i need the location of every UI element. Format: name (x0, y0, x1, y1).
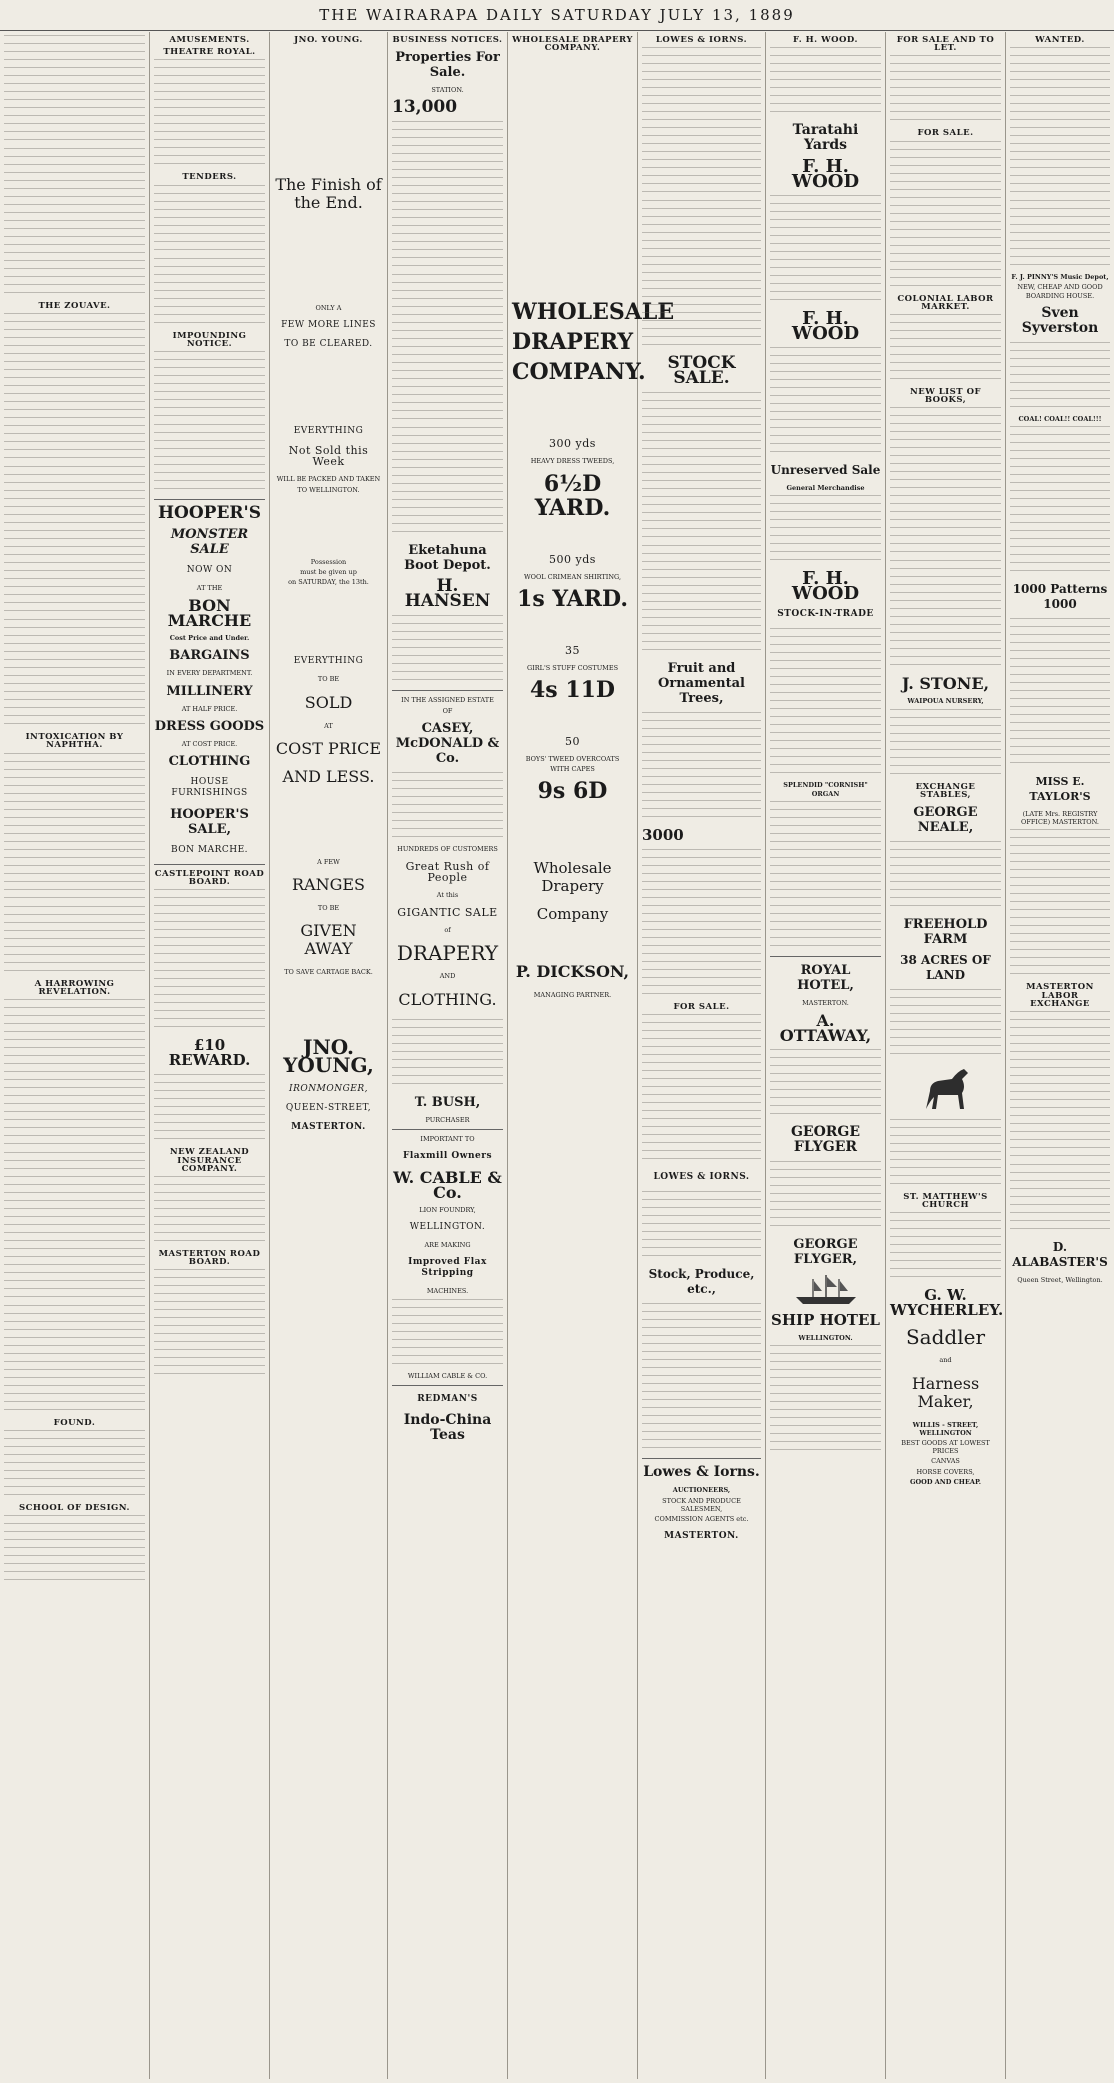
ad-line: Lowes & Iorns. (643, 1464, 760, 1481)
ad-line: 4s 11D (529, 677, 616, 704)
ad-line: 3000 (642, 826, 684, 845)
ad-line: J. STONE, (901, 674, 990, 694)
ad-heading: FOR SALE. (917, 128, 974, 139)
ad-line: G. W. WYCHERLEY. (890, 1286, 1004, 1320)
ad-line: Possession (310, 557, 347, 566)
text-block (642, 392, 761, 542)
ad-line: IN EVERY DEPARTMENT. (166, 669, 253, 678)
ad-line: TO WELLINGTON. (297, 485, 360, 494)
column-8 (886, 32, 1006, 2079)
hooper-title: HOOPER'S (157, 503, 262, 524)
ad-line: QUEEN-STREET, (285, 1103, 372, 1114)
ad-heading: FOR SALE. (673, 1002, 730, 1013)
text-block (642, 849, 761, 999)
ad-line: PURCHASER (425, 1115, 470, 1124)
text-block (154, 185, 265, 255)
ad-line: SOLD (304, 692, 353, 712)
text-block (770, 195, 881, 305)
ad-line: MISS E. TAYLOR'S (1029, 775, 1091, 804)
ad-line: WITH CAPES (550, 765, 595, 774)
ad-line: CLOTHING. (398, 989, 497, 1009)
text-block (642, 1191, 761, 1261)
ad-line: SHIP HOTEL (771, 1311, 880, 1330)
ad-line: TO BE (317, 904, 340, 913)
text-block (642, 712, 761, 822)
section-heading: F. H. WOOD. (793, 35, 858, 45)
text-block (770, 495, 881, 565)
ad-line: DRAPERY (512, 329, 634, 356)
ad-line: AND LESS. (282, 766, 375, 786)
ad-line: WELLINGTON. (409, 1222, 486, 1233)
text-block (642, 200, 761, 350)
text-block (1010, 200, 1110, 270)
ad-line: and (939, 1356, 952, 1365)
ad-line: MASTERTON. (291, 1122, 366, 1133)
text-block (392, 772, 503, 842)
text-block (154, 962, 265, 1032)
ad-heading: NEW ZEALAND INSURANCE COMPANY. (169, 1147, 250, 1174)
text-block (392, 427, 503, 537)
text-block (154, 1176, 265, 1246)
ad-line: GOOD AND CHEAP. (909, 1477, 982, 1486)
ad-heading: MASTERTON ROAD BOARD. (158, 1249, 261, 1268)
text-block (642, 1303, 761, 1453)
ad-line: WOOL CRIMEAN SHIRTING, (523, 572, 622, 581)
ad-line: LOWES & IORNS. (653, 1172, 750, 1183)
ad-line: 1s YARD. (517, 585, 628, 612)
ad-line: AND (439, 972, 456, 981)
ad-heading: NEW LIST OF BOOKS, (909, 387, 982, 406)
ad-line: HEAVY DRESS TWEEDS, (530, 457, 615, 466)
ad-line: T. BUSH, (414, 1094, 481, 1110)
ad-heading: IMPOUNDING NOTICE. (172, 330, 247, 349)
text-block (1010, 47, 1110, 197)
ad-line: CANVAS (931, 1457, 960, 1466)
column-2 (150, 32, 270, 2079)
ad-line: Queen Street, Wellington. (1017, 1276, 1103, 1285)
ad-line: IRONMONGER, (289, 1084, 368, 1095)
column-3 (270, 32, 388, 2079)
ad-line: Wholesale Drapery (533, 859, 612, 896)
ad-line: F. H. WOOD (791, 156, 860, 193)
ad-line: AT THE (196, 584, 223, 593)
ad-line: 35 (565, 643, 580, 657)
ad-heading: JNO. YOUNG. (294, 35, 363, 45)
ad-line: COAL! COAL!! COAL!!! (1018, 414, 1102, 423)
ad-line: JNO. YOUNG, (283, 1035, 374, 1078)
ad-line: MANAGING PARTNER. (533, 991, 612, 1000)
text-block (4, 1515, 145, 1585)
section-heading: TENDERS. (182, 172, 237, 183)
ad-line: GEORGE NEALE, (913, 805, 978, 836)
ad-line: F. J. PINNY'S Music Depot, (1011, 273, 1109, 282)
ad-line: 50 (565, 735, 580, 749)
text-block (642, 545, 761, 655)
ad-line: EVERYTHING (293, 656, 364, 667)
text-block (4, 999, 145, 1149)
ad-heading: Taratahi Yards (792, 122, 859, 154)
text-block (770, 47, 881, 117)
ad-line: BOYS' TWEED OVERCOATS (525, 755, 620, 764)
text-block (392, 1299, 503, 1369)
ad-line: HOOPER'S SALE, (170, 807, 249, 838)
ad-line: ROYAL HOTEL, (797, 962, 854, 993)
text-block (4, 1152, 145, 1302)
ad-line: BEST GOODS AT LOWEST PRICES (901, 1439, 990, 1456)
ad-line: FEW MORE LINES (281, 320, 376, 331)
ad-line: GEORGE FLYGER, (793, 1237, 858, 1268)
ad-line: Sven Syverston (1021, 304, 1099, 336)
ad-line: A. OTTAWAY, (779, 1011, 872, 1046)
ad-heading: Properties For Sale. (395, 50, 500, 81)
ad-line: RANGES (291, 875, 366, 895)
ad-line: 500 yds (549, 552, 596, 566)
ad-line: (LATE Mrs. REGISTRY OFFICE) MASTERTON. (1021, 810, 1099, 827)
ad-line: AT HALF PRICE. (181, 704, 238, 713)
ad-line: 38 ACRES OF LAND (900, 953, 991, 983)
ad-line: TO BE CLEARED. (284, 339, 373, 350)
text-block (154, 351, 265, 421)
ad-line: DRAPERY (396, 941, 499, 966)
ad-line: Great Rush of People (405, 860, 490, 885)
ad-line: FREEHOLD FARM (903, 917, 988, 948)
text-block (4, 148, 145, 298)
ad-line: General Merchandise (786, 484, 865, 493)
text-block (154, 59, 265, 169)
article-heading: SCHOOL OF DESIGN. (19, 1503, 130, 1514)
text-block (154, 1269, 265, 1379)
text-block (4, 1430, 145, 1500)
ad-line: MACHINES. (426, 1287, 469, 1296)
ad-line: of (444, 926, 451, 935)
ad-line: EVERYTHING (293, 426, 364, 437)
text-block (4, 466, 145, 616)
ad-line: COST PRICE (275, 738, 382, 758)
text-block (1010, 342, 1110, 412)
text-block (770, 1345, 881, 1455)
ad-line: The Finish of the End. (275, 175, 382, 213)
text-block (1010, 618, 1110, 768)
text-block (4, 313, 145, 463)
article-heading: FOUND. (53, 1418, 96, 1429)
ad-line: F. H. WOOD (791, 308, 860, 345)
ad-heading: Eketahuna Boot Depot. (404, 543, 491, 574)
ad-line: WELLINGTON. (798, 1334, 853, 1343)
text-block (890, 560, 1001, 670)
section-heading: WANTED. (1035, 35, 1085, 45)
ad-line: GIGANTIC SALE (397, 906, 498, 920)
text-block (770, 347, 881, 457)
monster-sale: MONSTER SALE (170, 527, 249, 558)
text-block (1010, 1011, 1110, 1161)
ad-line: Harness Maker, (911, 1373, 980, 1411)
ad-line: AT (324, 721, 333, 730)
ad-heading: EXCHANGE STABLES, (915, 781, 976, 800)
ad-line: IMPORTANT TO (420, 1134, 475, 1143)
text-block (4, 753, 145, 903)
text-block (154, 1074, 265, 1144)
ad-line: WAIPOUA NURSERY, (907, 697, 984, 706)
text-block (4, 619, 145, 729)
ad-line: F. H. WOOD (791, 568, 860, 605)
text-block (392, 274, 503, 424)
text-block (890, 1212, 1001, 1282)
ad-line: Company (536, 905, 609, 924)
ad-line: AUCTIONEERS, (672, 1486, 731, 1495)
ad-line: Flaxmill Owners (402, 1151, 493, 1162)
text-block (770, 801, 881, 951)
ad-line: NOW ON (186, 565, 233, 576)
ad-line: STOCK AND PRODUCE SALESMEN, (662, 1496, 741, 1513)
ad-line: AT COST PRICE. (181, 739, 238, 748)
ad-line: HOUSE FURNISHINGS (171, 777, 248, 799)
ad-line: NEW, CHEAP AND GOOD BOARDING HOUSE. (1017, 283, 1103, 300)
ad-line: ONLY A (315, 304, 342, 313)
section-heading: FOR SALE AND TO LET. (896, 35, 995, 54)
ad-line: W. CABLE & Co. (393, 1168, 502, 1203)
ad-line: Indo-China Teas (403, 1411, 492, 1443)
ad-line: 13,000 (392, 97, 458, 118)
section-heading: BUSINESS NOTICES. (392, 35, 503, 45)
reward-heading: £10 REWARD. (168, 1036, 251, 1070)
ad-line: Not Sold this Week (288, 444, 369, 469)
ad-line: BON MARCHE (167, 596, 252, 631)
ad-line: BON MARCHE. (170, 845, 249, 856)
ad-line: STOCK-IN-TRADE (777, 609, 874, 620)
ad-line: At this (436, 891, 459, 900)
ad-line: OF (442, 706, 453, 715)
ad-line: LION FOUNDRY, (419, 1206, 476, 1215)
text-block (770, 1161, 881, 1231)
ad-line: HUNDREDS OF CUSTOMERS (397, 844, 498, 853)
text-block (890, 709, 1001, 779)
section-heading: AMUSEMENTS. (169, 35, 250, 45)
ad-line: Stock, Produce, etc., (648, 1267, 755, 1297)
ad-line: Unreserved Sale (770, 463, 881, 478)
ad-line: GIVEN AWAY (300, 921, 357, 959)
text-block (770, 628, 881, 778)
ad-line: MASTERTON. (802, 998, 849, 1007)
ad-line: COMMISSION AGENTS etc. (654, 1515, 749, 1524)
ad-line: CLOTHING (168, 754, 251, 770)
text-block (642, 47, 761, 197)
ad-line: GIRL'S STUFF COSTUMES (526, 663, 619, 672)
ad-line: Improved Flax Stripping (408, 1257, 487, 1279)
ad-line: DRESS GOODS (154, 718, 265, 734)
article-heading: A HARROWING REVELATION. (34, 978, 115, 997)
text-block (154, 424, 265, 494)
text-block (890, 141, 1001, 291)
ad-heading: ST. MATTHEW'S CHURCH (903, 1192, 988, 1211)
article-heading: THE ZOUAVE. (38, 301, 111, 311)
ad-line: CASEY, McDONALD & Co. (395, 720, 500, 766)
text-block (642, 1014, 761, 1164)
text-block (1010, 426, 1110, 576)
column-7 (766, 32, 886, 2079)
text-block (1010, 829, 1110, 979)
text-block (890, 55, 1001, 125)
ad-line: 300 yds (549, 437, 596, 451)
ad-line: Saddler (905, 1325, 986, 1350)
masthead: THE WAIRARAPA DAILY SATURDAY JULY 13, 1889 (0, 0, 1114, 31)
ad-heading: STOCK SALE. (667, 353, 736, 389)
text-block (890, 407, 1001, 557)
ad-line: P. DICKSON, (515, 962, 630, 982)
ad-line: GEORGE FLYGER (790, 1124, 861, 1156)
ad-line: D. ALABASTER'S (1012, 1240, 1108, 1270)
column-1 (0, 32, 150, 2079)
text-block (4, 35, 145, 145)
text-block (770, 1049, 881, 1119)
text-block (4, 1305, 145, 1415)
column-6 (638, 32, 766, 2079)
ad-heading: THEATRE ROYAL. (163, 47, 256, 58)
ad-line: H. HANSEN (404, 576, 491, 612)
text-block (890, 1119, 1001, 1189)
text-block (890, 841, 1001, 911)
ad-heading: Fruit and Ornamental Trees, (658, 661, 745, 707)
ad-line: 6½D YARD. (534, 470, 611, 521)
ad-line: MASTERTON. (664, 1531, 739, 1542)
column-9 (1006, 32, 1114, 2079)
ad-line: WHOLESALE (512, 299, 675, 326)
text-block (392, 615, 503, 685)
text-block (1010, 1164, 1110, 1234)
ad-line: on SATURDAY, the 13th. (288, 578, 369, 587)
ad-line: TO SAVE CARTAGE BACK. (284, 968, 373, 977)
ad-line: IN THE ASSIGNED ESTATE (401, 696, 494, 705)
ad-line: MILLINERY (166, 683, 253, 699)
ad-line: A FEW (317, 857, 340, 866)
ad-line: 9s 6D (537, 778, 608, 805)
section-heading: LOWES & IORNS. (655, 35, 748, 45)
ad-heading: COLONIAL LABOR MARKET. (897, 293, 994, 312)
ad-line: 1000 Patterns 1000 (1012, 582, 1108, 612)
ad-line: BARGAINS (169, 648, 250, 664)
ship-illustration (791, 1273, 861, 1307)
ad-line: COMPANY. (512, 359, 646, 386)
ad-line: STATION. (431, 86, 464, 95)
text-block (154, 258, 265, 328)
ad-line: must be given up (300, 568, 357, 577)
ad-line: Cost Price and Under. (169, 634, 250, 643)
ad-line: SPLENDID "CORNISH" ORGAN (783, 781, 868, 798)
ad-line: WILL BE PACKED AND TAKEN (276, 475, 381, 484)
ad-line: WILLIS - STREET, WELLINGTON (912, 1420, 979, 1437)
ad-heading: CASTLEPOINT ROAD BOARD. (154, 869, 265, 888)
text-block (154, 889, 265, 959)
text-block (392, 1019, 503, 1089)
horse-illustration (916, 1065, 976, 1113)
text-block (392, 121, 503, 271)
text-block (4, 906, 145, 976)
ad-line: WILLIAM CABLE & CO. (407, 1371, 488, 1380)
ad-line: ARE MAKING (424, 1241, 471, 1250)
text-block (890, 989, 1001, 1059)
ad-line: HORSE COVERS, (916, 1467, 975, 1476)
text-block (890, 314, 1001, 384)
section-heading: WHOLESALE DRAPERY COMPANY. (512, 35, 633, 54)
ad-heading: MASTERTON LABOR EXCHANGE (1026, 982, 1094, 1009)
ad-line: TO BE (317, 675, 340, 684)
column-4 (388, 32, 508, 2079)
article-heading: INTOXICATION BY NAPHTHA. (25, 732, 124, 751)
ad-line: REDMAN'S (417, 1393, 478, 1404)
